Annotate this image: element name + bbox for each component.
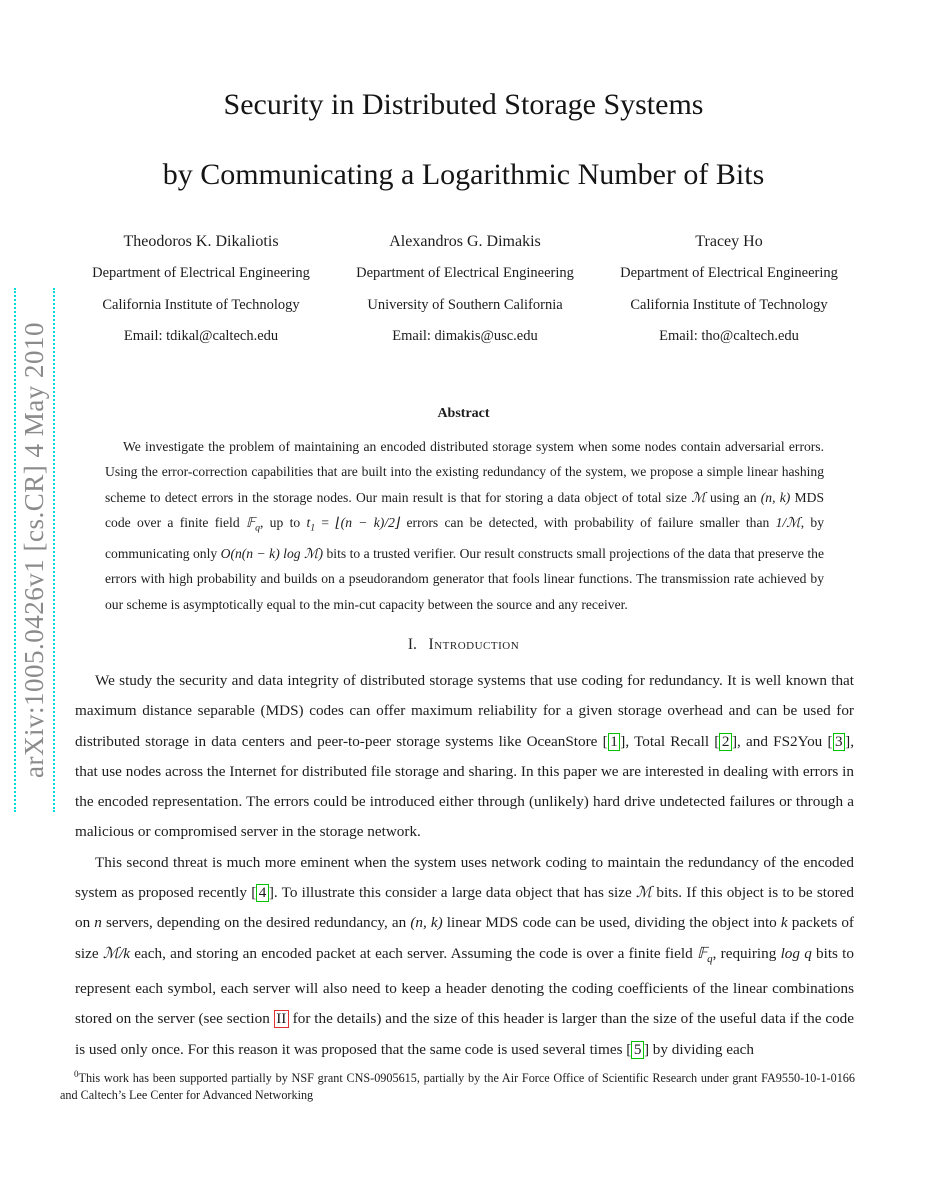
inline-math: O(n(n − k) log ℳ) [220,545,324,561]
citation-link[interactable]: 3 [833,733,846,751]
inline-math: (n, k) [760,489,791,505]
inline-math: log q [780,944,812,962]
citation-link[interactable]: 1 [608,733,621,751]
citation-link[interactable]: 5 [631,1041,644,1059]
authors-row [70,226,860,353]
inline-math: 𝔽 [245,514,256,530]
author-institution: University of Southern California [367,296,563,313]
paper-title [0,70,927,210]
inline-math: 1/ℳ [775,514,801,530]
section-title: Introduction [428,636,520,653]
section-number: I. [407,636,417,653]
author-department: Department of Electrical Engineering [620,265,838,281]
inline-math-subscript: q [255,522,260,534]
author-institution: California Institute of Technology [630,296,828,313]
inline-math: t [306,514,311,530]
inline-math: n [94,914,102,932]
inline-math: 𝔽 [696,944,708,962]
inline-math: ⌊(n − k)/2⌋ [335,514,401,530]
inline-math: ℳ [635,884,653,902]
funding-footnote: $^0$This work has been supported partially by NSF grant CNS-0905615, partially by the Air Force Office of Scientific Research under grant FA9550-10-1-0166 and Caltech’s Lee Center for Advanced Networking [60,1069,855,1102]
inline-math-subscript: q [707,952,713,965]
author-department: Department of Electrical Engineering [92,265,310,281]
abstract-heading: Abstract [437,406,490,421]
author-name: Tracey Ho [695,233,763,250]
author-name: Theodoros K. Dikaliotis [123,233,279,250]
inline-math: (n, k) [410,914,443,932]
inline-math: ℳ [691,489,706,505]
inline-math: ℳ/k [102,944,131,962]
abstract-text: We investigate the problem of maintaining an encoded distributed storage system when some nodes contain adversarial errors. Using the error-correction capabilities that are built into the existing redundancy of the system, we propose a simple linear hashing scheme to detect errors in the storage nodes. Our main result is that for storing a data object of total size ℳ using an (n, k) MDS code over a finite field 𝔽$_q$, up to $t_1$ = ⌊(n − k)/2⌋ errors can be detected, with probability of failure smaller than 1/ℳ, by communicating only O(n(n − k) log ℳ) bits to a trusted verifier. Our result constructs small projections of the data that preserve the errors with high probability and builds on a pseudorandom generator that fools linear functions. The transmission rate achieved by our scheme is asymptotically equal to the min-cut capacity between the source and any receiver. [105,439,825,612]
author-block-2 [334,226,596,353]
section-ref-link[interactable]: II [274,1010,289,1028]
author-institution: California Institute of Technology [102,296,300,313]
arxiv-watermark-text: arXiv:1005.0426v1 [cs.CR] 4 May 2010 [19,322,49,778]
arxiv-watermark [14,288,55,812]
author-block-3 [598,226,860,353]
introduction-body [75,666,854,1065]
paragraph-2: This second threat is much more eminent when the system uses network coding to maintain the redundancy of the encoded system as proposed recently [ 4 ]. To illustrate this consider a large data object that has size ℳ bits. If this object is to be stored on n servers, depending on the desired redundancy, an (n, k) linear MDS code can be used, dividing the object into k packets of size ℳ/k each, and storing an encoded packet at each server. Assuming the code is over a finite field 𝔽$_q$, requiring log q bits to represent each symbol, each server will also need to keep a header denoting the coding coefficients of the linear combinations stored on the server (see section II for the details) and the size of this header is larger than the size of the useful data if the code is used only once. For this reason it was proposed that the same code is used several times [ 5 ] by dividing each [75,853,855,1058]
citation-link[interactable]: 2 [719,733,732,751]
footnote-marker: 0 [74,1069,79,1079]
paper-title-line2: by Communicating a Logarithmic Number of Bits [162,158,765,191]
author-email: Email: tho@caltech.edu [659,328,799,344]
paper-title-line1: Security in Distributed Storage Systems [223,88,704,121]
author-email: Email: tdikal@caltech.edu [123,328,279,344]
section-heading-introduction [0,636,927,654]
inline-math-subscript: 1 [310,522,316,534]
author-department: Department of Electrical Engineering [356,265,574,281]
inline-math: k [780,914,788,932]
author-email: Email: dimakis@usc.edu [392,328,538,344]
author-name: Alexandros G. Dimakis [389,233,541,250]
citation-link[interactable]: 4 [256,884,269,902]
author-block-1 [70,226,332,353]
paragraph-1: We study the security and data integrity of distributed storage systems that use coding for redundancy. It is well known that maximum distance separable (MDS) codes can offer maximum reliability for a given storage overhead and can be used for distributed storage in data centers and peer-to-peer storage systems like OceanStore [ 1 ], Total Recall [ 2 ], and FS2You [ 3 ], that use nodes across the Internet for distributed file storage and sharing. In this paper we are interested in dealing with errors in the encoded representation. The errors could be introduced either through (unlikely) hard drive undetected failures or through a malicious or compromised server in the storage network. [75,672,854,841]
